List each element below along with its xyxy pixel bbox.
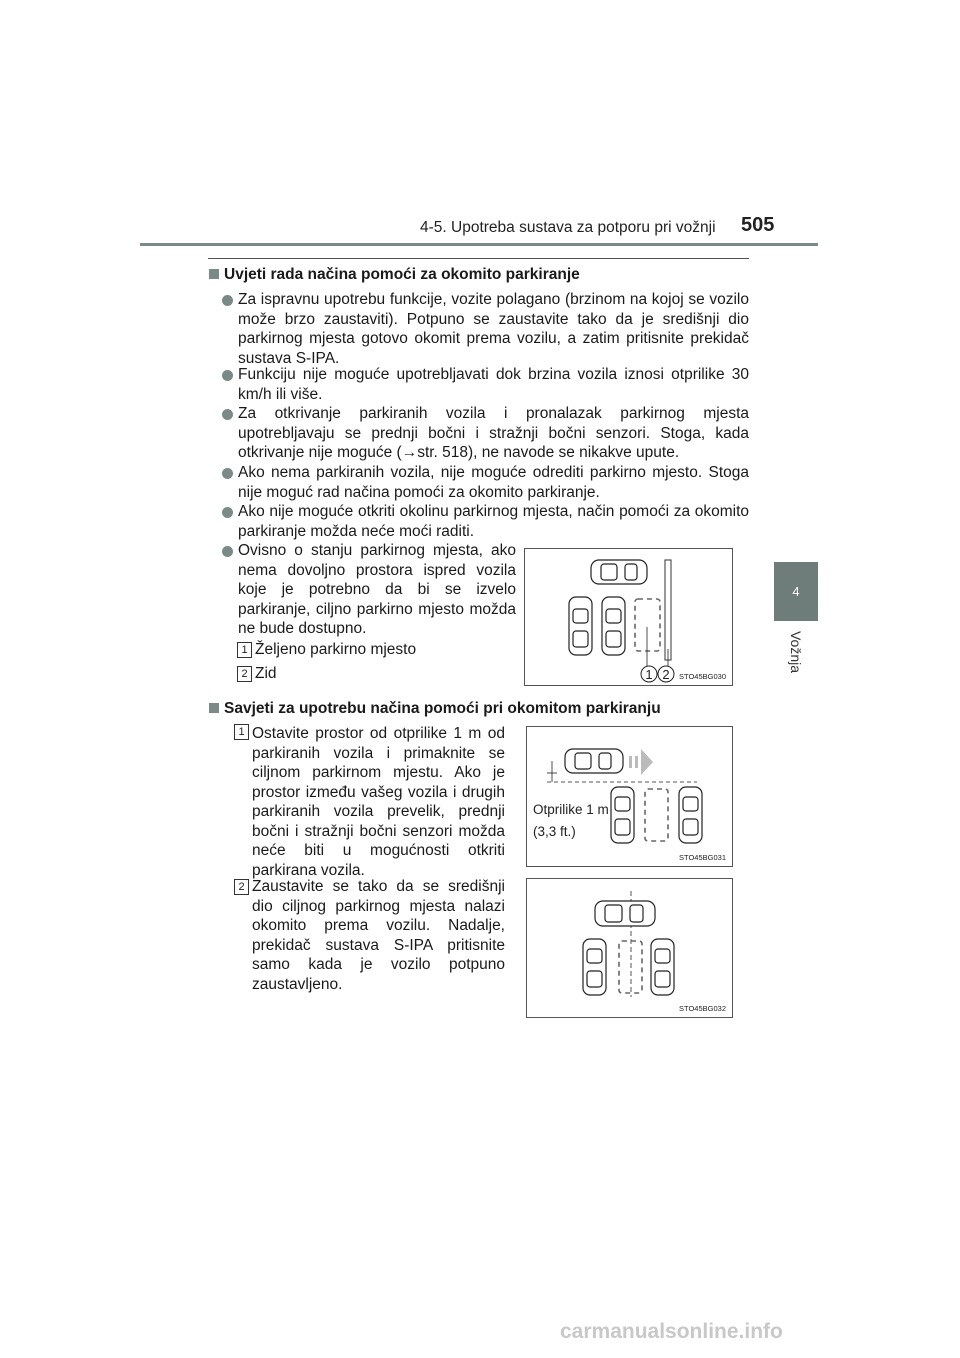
step-text: Zaustavite se tako da se središnji dio ciljnog parkirnog mjesta nalazi okomito prema vozilu. Nadalje, prekidač sustava S-IPA pritisnite samo kada je vozilo potpuno zaustavljeno.	[252, 878, 505, 993]
bullet-dot-icon	[222, 546, 233, 557]
parking-diagram	[527, 879, 732, 1017]
watermark: carmanualsonline.info	[560, 1320, 783, 1343]
arrow-right-icon	[629, 749, 653, 775]
bullet-dot-icon	[222, 507, 233, 518]
chapter-tab[interactable]: 4	[774, 562, 818, 621]
wall-outline	[665, 560, 671, 660]
legend-number: 1	[237, 642, 252, 658]
parking-diagram	[525, 549, 732, 685]
figure-code: STO45BG032	[679, 1004, 726, 1013]
bullet-dot-icon	[222, 295, 233, 306]
target-space-outline	[645, 789, 668, 841]
car-icon	[565, 749, 623, 773]
section-heading-conditions: Uvjeti rada načina pomoći za okomito parkiranje	[209, 266, 580, 284]
car-icon	[595, 901, 655, 926]
chapter-running-title: 4-5. Upotreba sustava za potporu pri vožnji	[420, 219, 716, 236]
legend-number: 2	[237, 666, 252, 682]
header-rule	[140, 243, 818, 246]
bullet-dot-icon	[222, 468, 233, 479]
step-number: 2	[234, 879, 249, 895]
bullet-dot-icon	[222, 370, 233, 381]
bullet-item: Ovisno o stanju parkirnog mjesta, ako nema dovoljno prostora ispred vozila koje je potrebno da bi se izvelo parkiranje, ciljno parkirno mjesto možda ne bude dostupno.	[222, 541, 516, 639]
parking-diagram	[527, 727, 732, 866]
figure-code: STO45BG030	[679, 672, 726, 681]
svg-text:2: 2	[662, 667, 670, 682]
step-number: 1	[234, 724, 249, 740]
figure-distance-from-cars	[526, 726, 733, 867]
section-rule	[208, 258, 749, 259]
figure-stop-perpendicular	[526, 878, 733, 1018]
car-icon	[591, 560, 647, 584]
step-text: Ostavite prostor od otprilike 1 m od parkiranih vozila i primaknite se ciljnom parkirnom mjestu. Ako je prostor između vašeg vozila i drugih parkiranih vozila prevelik, prednji bočni i stražnji bočni senzori možda neće biti u mogućnosti otkriti parkirana vozila.	[252, 725, 505, 879]
bullet-item: Ako nema parkiranih vozila, nije moguće odrediti parkirno mjesto. Stoga nije moguć rad načina pomoći za okomito parkiranje.	[222, 463, 749, 502]
chapter-tab-label: Vožnja	[788, 630, 804, 674]
figure-code: STO45BG031	[679, 853, 726, 862]
distance-label: Otprilike 1 m (3,3 ft.)	[533, 802, 609, 839]
bullet-dot-icon	[222, 409, 233, 420]
figure-parking-space-wall	[524, 548, 733, 686]
legend-text: Željeno parkirno mjesto	[255, 641, 417, 658]
page-number: 505	[741, 214, 775, 236]
legend-text: Zid	[255, 665, 277, 682]
svg-text:1: 1	[645, 667, 653, 682]
target-space-outline	[635, 599, 660, 651]
section-heading-tips: Savjeti za upotrebu načina pomoći pri okomitom parkiranju	[209, 700, 661, 718]
section-marker-icon	[209, 703, 219, 713]
section-marker-icon	[209, 269, 219, 279]
bullet-item: Za otkrivanje parkiranih vozila i pronalazak parkirnog mjesta upotrebljavaju se prednji bočni i stražnji bočni senzori. Stoga, kada otkrivanje nije moguće (→str. 518), ne navode se nikakve upute.	[222, 404, 749, 463]
bullet-item: Ako nije moguće otkriti okolinu parkirnog mjesta, način pomoći za okomito parkiranje možda neće moći raditi.	[222, 502, 749, 541]
bullet-item: Za ispravnu upotrebu funkcije, vozite polagano (brzinom na kojoj se vozilo može brzo zaustaviti). Potpuno se zaustavite tako da je središnji dio parkirnog mjesta gotovo okomit prema vozilu, a zatim pritisnite prekidač sustava S-IPA.	[222, 290, 749, 368]
bullet-item: Funkciju nije moguće upotrebljavati dok brzina vozila iznosi otprilike 30 km/h ili više.	[222, 365, 749, 404]
